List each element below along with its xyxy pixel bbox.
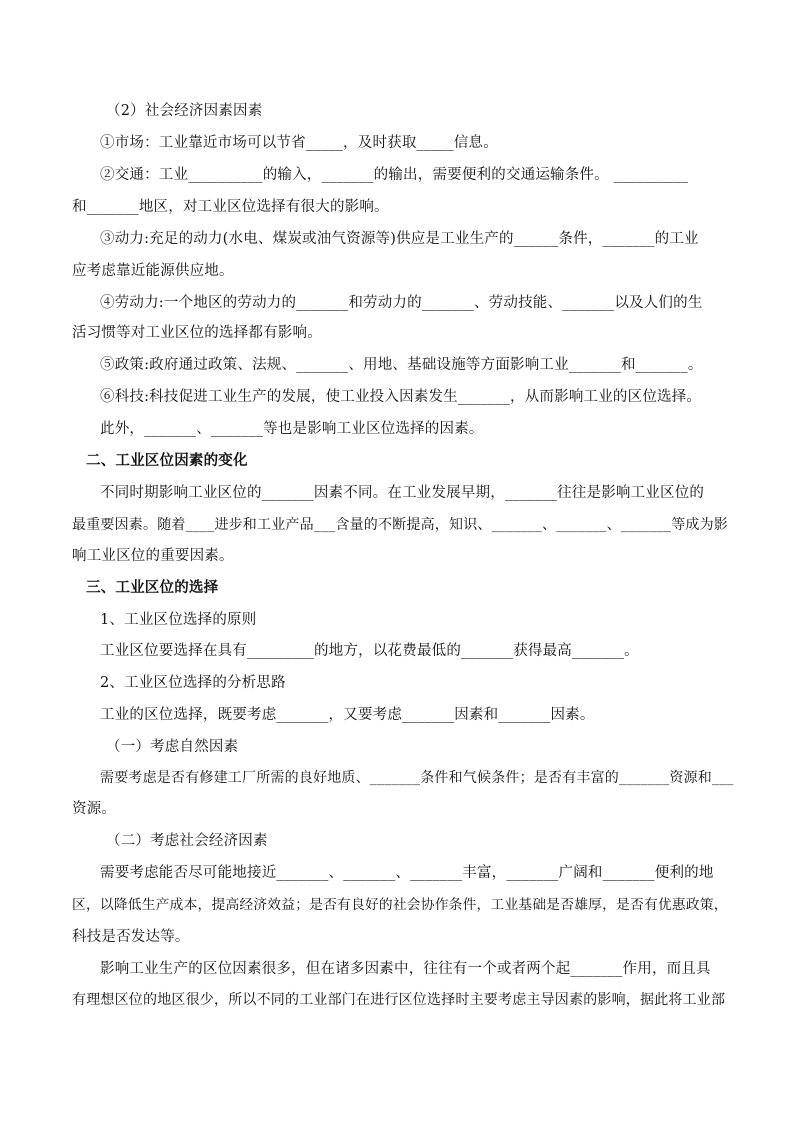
text-line: （二）考虑社会经济因素 [106,833,268,849]
text-line: 活习惯等对工业区位的选择都有影响。 [72,325,322,341]
text-line: 工业区位要选择在具有_________的地方，以花费最低的_______获得最高_______。 [100,643,639,659]
section-heading: 二、工业区位因素的变化 [86,452,248,469]
text-line: 2、工业区位选择的分析思路 [100,675,286,691]
text-line: 影响工业生产的区位因素很多，但在诸多因素中，往往有一个或者两个起_______作用，而且具 [100,961,711,977]
text-line: ④劳动力:一个地区的劳动力的_______和劳动力的_______、劳动技能、_______以及人们的生 [100,295,703,311]
text-line: ⑤政策:政府通过政策、法规、_______、用地、基础设施等方面影响工业_______和_______。 [100,357,703,373]
text-line: 不同时期影响工业区位的_______因素不同。在工业发展早期，_______往往是影响工业区位的 [100,485,705,501]
text-line: 资源。 [72,801,117,817]
text-line: ⑥科技:科技促进工业生产的发展，使工业投入因素发生_______，从而影响工业的区位选择。 [100,389,702,405]
text-line: 最重要因素。随着____进步和工业产品___含量的不断提高，知识、_______、_______、_______等成为影 [72,517,728,533]
text-line: 应考虑靠近能源供应地。 [72,263,234,279]
text-line: 和_______地区，对工业区位选择有很大的影响。 [72,199,389,215]
text-line: 需要考虑是否有修建工厂所需的良好地质、_______条件和气候条件；是否有丰富的_______资源和___ [100,770,734,786]
text-line: 1、工业区位选择的原则 [100,612,257,628]
text-line: 响工业区位的重要因素。 [72,548,234,564]
text-line: 此外，_______、_______等也是影响工业区位选择的因素。 [100,421,484,437]
text-line: ①市场：工业靠近市场可以节省_____，及时获取_____信息。 [100,135,498,151]
text-line: （一）考虑自然因素 [106,739,239,755]
text-line: 科技是否发达等。 [72,929,190,945]
text-line: 有理想区位的地区很少，所以不同的工业部门在进行区位选择时主要考虑主导因素的影响，据此将工业部 [72,992,726,1008]
text-line: 需要考虑能否尽可能地接近_______、_______、_______丰富，_______广阔和_______便利的地 [100,865,714,881]
text-line: ②交通：工业__________的输入，_______的输出，需要便利的交通运输条件。 __________ [100,167,689,183]
section-heading: 三、工业区位的选择 [86,579,219,596]
text-line: （2）社会经济因素因素 [106,103,263,119]
text-line: 工业的区位选择，既要考虑_______，又要考虑_______因素和_______因素。 [100,707,595,723]
text-line: ③动力:充足的动力(水电、煤炭或油气资源等)供应是工业生产的______条件，_______的工业 [100,231,699,247]
text-line: 区，以降低生产成本，提高经济效益；是否有良好的社会协作条件，工业基础是否雄厚，是否有优惠政策， [72,897,728,913]
